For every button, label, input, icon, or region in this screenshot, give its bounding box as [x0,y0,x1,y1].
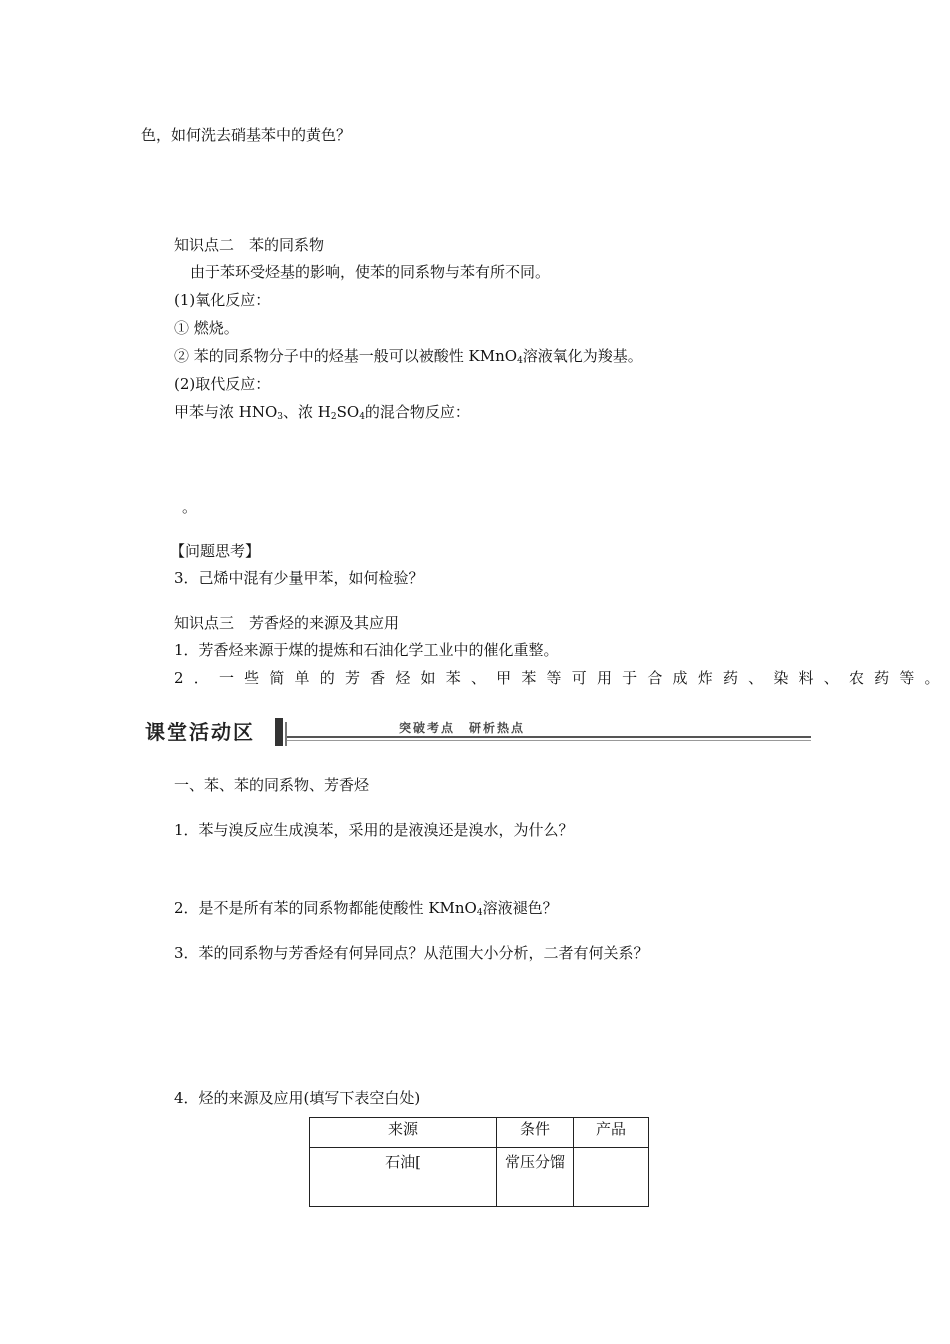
banner-subtitle: 突破考点 研析热点 [399,721,526,735]
table-row [310,1148,649,1207]
table-header-row [310,1118,649,1148]
section-banner [141,716,811,748]
banner-title: 课堂活动区 [145,720,255,744]
subscript: 4 [359,412,365,422]
table-header-cell: 产品 [574,1118,649,1148]
question-label: 【问题思考】 [170,542,261,560]
banner-bar-thin [285,722,287,746]
text-line: ① 燃烧。 [174,319,239,337]
text-line: 由于苯环受烃基的影响，使苯的同系物与苯有所不同。 [190,263,551,281]
subscript: 2 [330,412,337,422]
subscript: 3 [277,412,284,422]
text-segment: 、浓 H [283,403,331,421]
text-line: 1．苯与溴反应生成溴苯，采用的是液溴还是溴水，为什么？ [174,821,574,839]
text-line: 色，如何洗去硝基苯中的黄色？ [141,126,352,144]
table-cell-empty[interactable] [574,1148,649,1207]
text-line: 2．一些简单的芳香烃如苯、甲苯等可用于合成炸药、染料、农药等。 [174,669,950,687]
text-line [174,402,470,422]
text-line [174,346,643,366]
text-line: 4．烃的来源及应用(填写下表空白处) [174,1089,421,1107]
table-header-cell: 条件 [497,1118,574,1148]
section-heading: 知识点三 芳香烃的来源及其应用 [174,614,400,632]
subscript: 4 [476,908,483,918]
text-segment: 溶液褪色？ [482,899,558,917]
text-segment: 2．是不是所有苯的同系物都能使酸性 KMnO [174,899,477,917]
text-line: 1．芳香烃来源于煤的提炼和石油化学工业中的催化重整。 [174,641,559,659]
banner-rule-thin [287,740,811,741]
section-heading: 一、苯、苯的同系物、芳香烃 [174,776,370,794]
table-cell: 石油[ [310,1148,497,1207]
text-line: 。 [182,498,198,516]
table-cell: 常压分馏 [497,1148,574,1207]
text-line: 3．苯的同系物与芳香烃有何异同点？从范围大小分析，二者有何关系？ [174,944,649,962]
banner-rule [287,736,811,738]
subscript: 4 [517,356,523,366]
text-line: (1)氧化反应： [174,291,271,309]
source-table [309,1117,649,1207]
text-segment: 溶液氧化为羧基。 [522,347,643,365]
banner-bar [275,718,283,746]
text-segment: 甲苯与浓 HNO [174,403,278,421]
section-heading: 知识点二 苯的同系物 [174,236,325,254]
table-header-cell: 来源 [310,1118,497,1148]
text-line [174,898,558,918]
text-segment: SO [336,403,360,421]
text-line: (2)取代反应： [174,375,271,393]
text-segment: ② 苯的同系物分子中的烃基一般可以被酸性 KMnO [174,347,518,365]
text-segment: 的混合物反应： [364,403,470,421]
text-line: 3．己烯中混有少量甲苯，如何检验？ [174,569,424,587]
